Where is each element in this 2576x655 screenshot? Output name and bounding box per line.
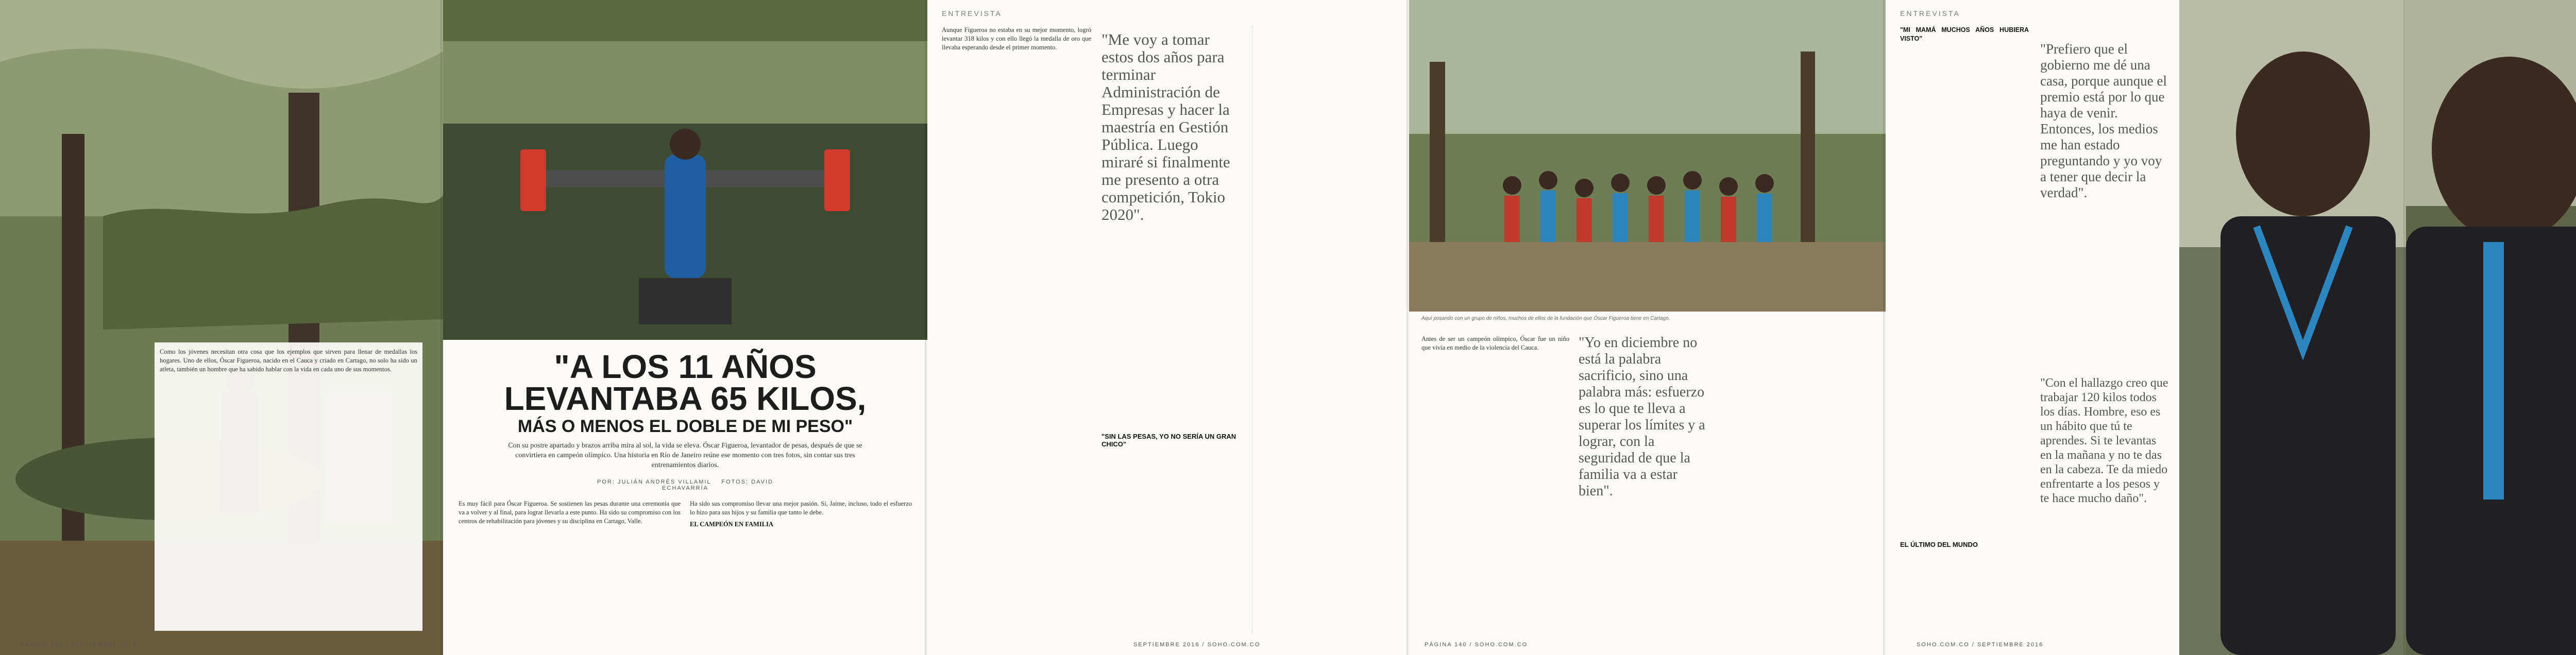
p2-body-right: Ha sido sus compromiso llevar una mejor pasión. Sí, Jaime, incluso, todo el esfuerzo lo hizo para sus hijos y su familia que tanto le debe. (690, 500, 912, 516)
page-1 (0, 0, 443, 655)
p3-col-3-rule (1252, 26, 1396, 633)
p2-dek: Con su postre apartado y brazos arriba mira al sol, la vida se eleva. Óscar Figueroa, levantador de pesas, después de que se convirtiera en campeón olímpico. Una historia en Río de Janeiro reúne ese momento con tres fotos, sin contar sus tres entrenamientos diarios. (508, 442, 862, 469)
crowd-illustration (1409, 0, 1886, 312)
p3-col-3 (1252, 26, 1396, 633)
page-4 (1409, 0, 1886, 655)
crowd-photo (1409, 0, 1886, 312)
p4-columns (1421, 335, 1870, 628)
p2-headline-line-2: LEVANTABA 65 KILOS, (504, 380, 867, 417)
p3-pull-quote: "Me voy a tomar estos dos años para terminar Administración de Empresas y hacer la maestría en Gestión Pública. Luego miraré si finalmente me presento a otra competición, Tokio 2020". (1101, 30, 1230, 223)
p5-subhead-2: EL ÚLTIMO DEL MUNDO (1900, 541, 1978, 548)
p3-kicker: ENTREVISTA (942, 9, 1002, 18)
p5-pull-quote-1: "Prefiero que el gobierno me dé una casa, porque aunque el premio está por lo que haya de venir. Entonces, los medios me han estado preguntando y yo voy a tener que decir la verdad". (2040, 41, 2167, 200)
p3-subhead: "SIN LAS PESAS, YO NO SERÍA UN GRAN CHICO" (1101, 433, 1236, 448)
byline-prefix: POR: (597, 479, 615, 485)
p2-body-columns (459, 499, 912, 639)
portrait-photo (2179, 0, 2406, 655)
page-6 (2406, 0, 2576, 655)
p3-col-1 (942, 26, 1091, 633)
p3-body: Aunque Figueroa no estaba en su mejor momento, logró levantar 318 kilos y con ello llegó la medalla de oro que llevaba esperando desde el primer momento. (942, 26, 1091, 51)
p5-kicker: ENTREVISTA (1900, 9, 1960, 18)
page-5 (1886, 0, 2406, 655)
p4-col-3 (1722, 335, 1870, 628)
p5-folio: SOHO.COM.CO / SEPTIEMBRE 2016 (1917, 642, 2044, 648)
p2-headline-line-1: "A LOS 11 AÑOS (554, 348, 817, 385)
page-3 (927, 0, 1409, 655)
p2-subhead: EL CAMPEÓN EN FAMILIA (690, 521, 773, 528)
smile-illustration (2406, 0, 2576, 655)
p1-folio: PÁGINA 138 / SEPTIEMBRE 2016 (21, 642, 137, 648)
weightlifter-illustration (443, 0, 927, 340)
p4-caption: Aquí posando con un grupo de niños, muchos de ellos de la fundación que Óscar Figueroa tiene en Cartago. (1421, 316, 1670, 321)
p4-folio: PÁGINA 140 / SOHO.COM.CO (1425, 642, 1528, 648)
p2-byline (577, 479, 793, 491)
p2-body-left: Es muy fácil para Óscar Figueroa. Se sostienen las pesas durante una ceremonia que va a volver y al final, para lograr llevarla a este punto. Ha sido su compromiso con los centros de rehabilitación para jóvenes y su disciplina en Cartago, Valle. (459, 500, 681, 525)
page-2 (443, 0, 927, 655)
photo-credit: FOTOS: DAVID ECHAVARRÍA (662, 479, 773, 491)
p1-body-text: Como los jóvenes necesitan otra cosa que los ejemplos que sirven para llenar de medallas los hogares. Uno de ellos, Óscar Figueroa, nacido en el Cauca y criado en Cartago, no solo ha sido un atleta, también un hombre que ha sabido hablar con la vida en cada uno de sus momentos. (155, 342, 422, 631)
p3-folio: SEPTIEMBRE 2016 / SOHO.COM.CO (1133, 642, 1261, 648)
p2-headline-line-3: MÁS O MENOS EL DOBLE DE MI PESO" (517, 417, 853, 436)
p4-body: Antes de ser un campeón olímpico, Óscar fue un niño que vivía en medio de la violencia del Cauca. (1421, 335, 1569, 351)
p1-body-columns (155, 342, 422, 631)
p2-body-right-wrap (690, 499, 912, 639)
byline-author: JULIÁN ANDRÉS VILLAMIL (617, 479, 711, 485)
portrait-illustration (2179, 0, 2406, 655)
p5-subhead: "MI MAMÁ MUCHOS AÑOS HUBIERA VISTO" (1900, 26, 2029, 42)
smile-photo (2406, 0, 2576, 655)
p4-pull-quote: "Yo en diciembre no está la palabra sacrificio, sino una palabra más: esfuerzo es lo que te lleva a superar los límites y a lograr, con la seguridad de que la familia va a estar bien". (1579, 335, 1705, 499)
p5-pull-quote-2: "Con el hallazgo creo que trabajar 120 kilos todos los días. Hombre, eso es un hábito que tú te aprendes. Si te levantas en la mañana y no te das en la cabeza. Te da miedo enfrentarte a los pesos y te hace mucho daño". (2040, 376, 2168, 505)
weightlifting-photo (443, 0, 927, 340)
